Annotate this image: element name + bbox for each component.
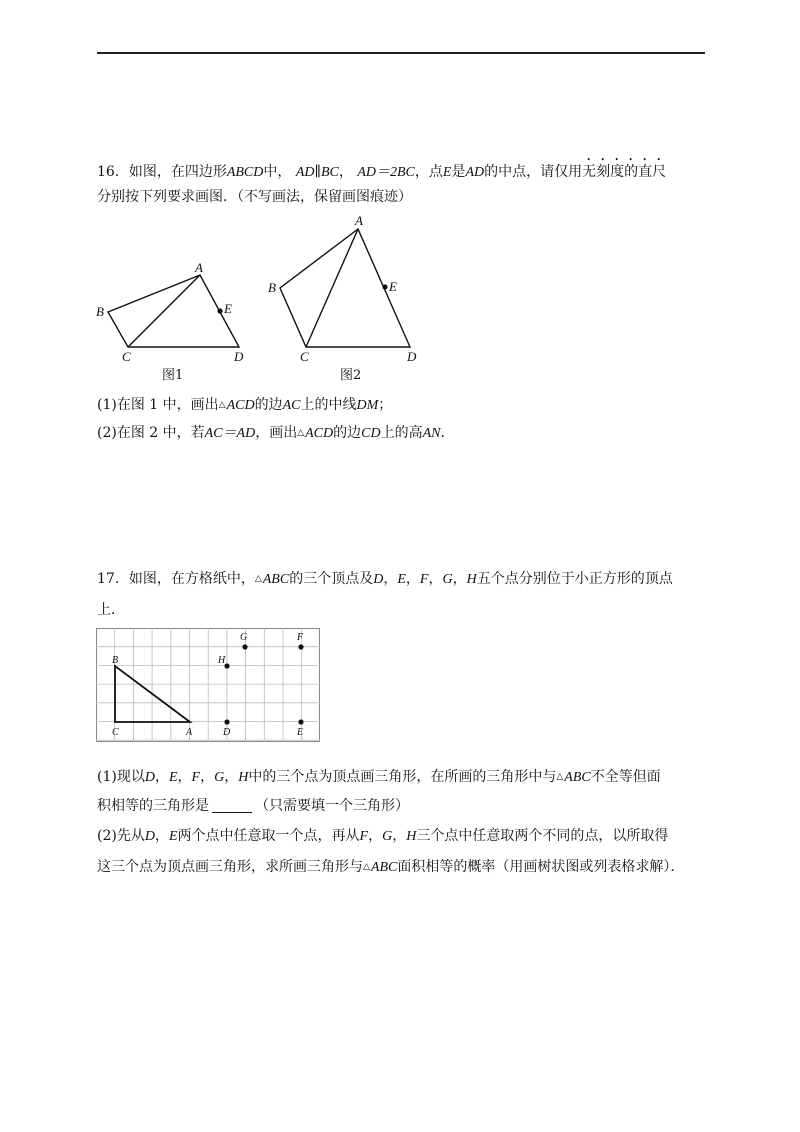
triangle-symbol: △	[254, 573, 262, 583]
triangle-acd-math	[297, 426, 333, 441]
q17-text: 积相等的三角形是	[97, 798, 209, 814]
label-d: D	[234, 349, 244, 364]
q17-text: ，	[428, 571, 443, 587]
q17-part1-line2	[97, 796, 409, 816]
q17-math: F	[191, 770, 201, 785]
q17-math: H	[466, 572, 477, 587]
q17-text: 三个点中任意取两个不同的点，以所取得	[416, 828, 669, 844]
diagonal-ac	[306, 229, 358, 347]
q16-math: AC	[282, 398, 301, 413]
q17-text: ，	[224, 769, 239, 785]
q17-math: E	[168, 770, 178, 785]
q16-figure-1	[92, 255, 262, 385]
q16-text: ，画出	[255, 425, 298, 441]
q17-text: ，	[392, 828, 407, 844]
label-e: E	[297, 727, 304, 738]
q17-math: E	[168, 829, 178, 844]
triangle-symbol: △	[218, 399, 226, 409]
triangle-abc-math	[255, 572, 289, 587]
q17-text: ，	[154, 828, 169, 844]
q16-line2: 分别按下列要求画图．（不写画法，保留画图痕迹）	[97, 189, 412, 205]
q17-text: （只需要填一个三角形）	[255, 798, 409, 814]
q17-math: G	[214, 770, 225, 785]
answer-blank[interactable]	[212, 798, 252, 813]
q16-math: ACD	[226, 398, 255, 413]
q17-math: H	[238, 770, 249, 785]
triangle-abc-math	[556, 770, 590, 785]
q16-text: ，	[338, 164, 353, 180]
q17-math: D	[144, 829, 155, 844]
q16-text: 上的高	[380, 425, 423, 441]
triangle-abc-math	[219, 398, 255, 413]
q17-text: 如图，在方格纸中，	[128, 571, 255, 587]
q16-number: 16．	[97, 164, 129, 180]
q17-text: 五个点分别位于小正方形的顶点	[476, 571, 673, 587]
label-d: D	[223, 727, 231, 738]
q17-text: ，	[200, 769, 215, 785]
q16-figure-2	[262, 212, 432, 384]
q17-math: E	[397, 572, 406, 587]
figure-caption: 图1	[162, 368, 184, 383]
q17-text: 的三个顶点及	[289, 571, 374, 587]
q16-emphasis	[582, 164, 666, 180]
label-f: F	[297, 632, 304, 643]
label-c: C	[122, 349, 131, 364]
q17-math: F	[359, 829, 369, 844]
triangle-symbol: △	[297, 427, 305, 437]
triangle-symbol: △	[556, 771, 564, 781]
q17-text: 面积相等的概率（用画树状图或列表格求解）．	[397, 859, 685, 875]
label-c: C	[300, 349, 309, 364]
q16-math: E	[442, 165, 452, 180]
q16-line1	[97, 156, 666, 183]
q16-math: CD	[361, 426, 381, 441]
q16-math: AN	[422, 426, 441, 441]
q16-text: 是	[451, 164, 466, 180]
q16-emphasis-text: 无刻度的直尺	[582, 164, 667, 180]
q16-math: AD∥BC	[295, 165, 339, 180]
q16-math: ACD	[305, 426, 334, 441]
label-d: D	[407, 349, 417, 364]
q16-text: ．	[440, 425, 455, 441]
q17-text: 这三个点为顶点画三角形，求所画三角形与	[97, 859, 363, 875]
label-a: A	[355, 213, 363, 228]
q17-part1-line1	[97, 766, 661, 788]
point-e	[298, 719, 303, 724]
q16-text: 上的中线	[300, 397, 357, 413]
q17-math: G	[442, 572, 453, 587]
q17-grid-figure	[96, 628, 320, 742]
q16-text: (2)在图 2 中，若	[97, 425, 205, 441]
q17-math: D	[144, 770, 155, 785]
label-e: E	[389, 279, 397, 294]
q17-text: 中的三个点为顶点画三角形，在所画的三角形中与	[248, 769, 557, 785]
q16-part1	[97, 394, 392, 416]
q17-math: ABC	[262, 572, 290, 587]
q16-text: (1)在图 1 中，画出	[97, 397, 219, 413]
q16-text: 如图，在四边形	[128, 164, 227, 180]
q17-text: (2)先从	[97, 828, 145, 844]
q16-text: 的边	[254, 397, 283, 413]
q17-math: ABC	[564, 770, 591, 785]
q16-math: DM	[356, 398, 379, 413]
q17-part2-line2	[97, 856, 684, 878]
diagonal-ac	[128, 275, 200, 347]
label-b: B	[96, 304, 104, 319]
q17-number: 17．	[97, 571, 129, 587]
q17-text: ，	[368, 828, 383, 844]
q17-math: ABC	[370, 860, 398, 875]
label-c: C	[112, 727, 119, 738]
point-f	[298, 644, 303, 649]
q17-text: ，	[383, 571, 398, 587]
point-e	[217, 308, 222, 313]
label-a: A	[195, 260, 203, 275]
q17-text: 不全等但面	[590, 769, 661, 785]
q17-text: ，	[405, 571, 420, 587]
q17-math: F	[419, 572, 429, 587]
label-h: H	[218, 655, 226, 666]
triangle-symbol: △	[363, 861, 370, 871]
q17-text: ，	[154, 769, 169, 785]
header-rule	[97, 52, 705, 54]
q17-text: ，	[177, 769, 192, 785]
q16-part2	[97, 422, 454, 444]
q16-math: AC＝AD	[204, 426, 256, 441]
q16-text: 中，	[263, 164, 292, 180]
q16-text: ，点	[414, 164, 443, 180]
point-g	[242, 644, 247, 649]
q17-math: G	[382, 829, 393, 844]
q17-text: ，	[452, 571, 467, 587]
q16-math: AD＝2BC	[357, 165, 415, 180]
q16-math: AD	[465, 165, 485, 180]
q17-line1	[97, 568, 673, 590]
q16-text: ；	[378, 397, 393, 413]
q16-text: 的边	[333, 425, 362, 441]
label-b: B	[268, 280, 276, 295]
label-g: G	[240, 632, 248, 643]
figure-caption: 图2	[340, 368, 362, 383]
label-e: E	[224, 301, 232, 316]
label-a: A	[186, 727, 193, 738]
q17-math: D	[373, 572, 384, 587]
q17-text: (1)现以	[97, 769, 145, 785]
q17-line2: 上．	[97, 602, 125, 618]
q17-text: 两个点中任意取一个点，再从	[177, 828, 360, 844]
q17-math: H	[406, 829, 417, 844]
triangle-abc-math	[363, 860, 397, 875]
point-d	[224, 719, 229, 724]
label-b: B	[112, 655, 119, 666]
q17-part2-line1	[97, 826, 668, 847]
q16-text: 的中点，请仅用	[484, 164, 583, 180]
point-e	[382, 284, 387, 289]
q16-math: ABCD	[226, 165, 264, 180]
